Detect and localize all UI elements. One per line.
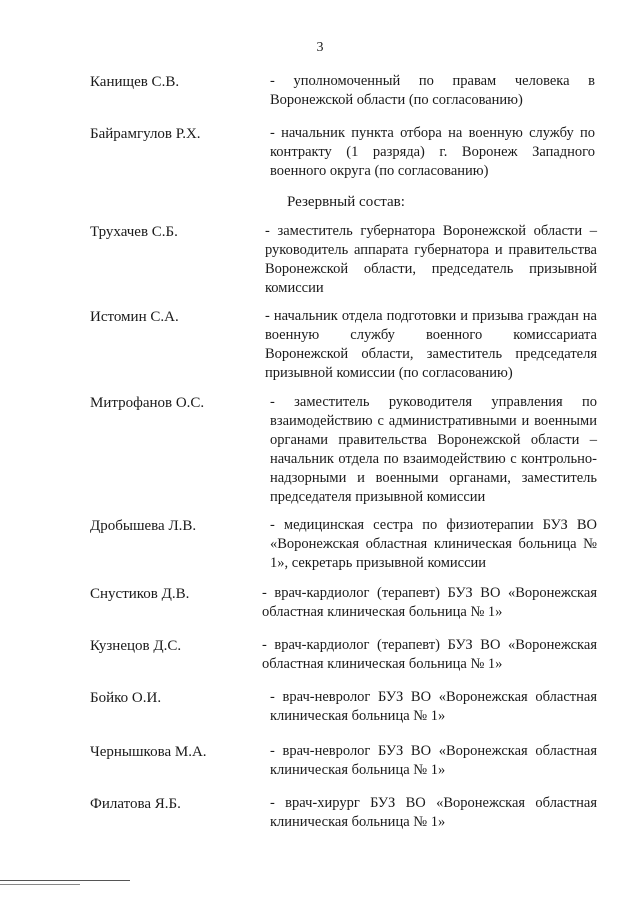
member-name: Чернышкова М.А. bbox=[90, 744, 207, 760]
member-description: - врач-кардиолог (терапевт) БУЗ ВО «Воронежская областная клиническая больница № 1» bbox=[262, 585, 597, 620]
member-description: - медицинская сестра по физиотерапии БУЗ ВО «Воронежская областная клиническая больница № 1», секретарь призывной комиссии bbox=[270, 517, 597, 571]
footer-divider bbox=[0, 884, 80, 885]
section-title: Резервный состав: bbox=[287, 194, 405, 210]
member-name: Снустиков Д.В. bbox=[90, 586, 190, 602]
member-name: Митрофанов О.С. bbox=[90, 395, 205, 411]
member-name: Трухачев С.Б. bbox=[90, 224, 178, 240]
member-name: Истомин С.А. bbox=[90, 309, 179, 325]
member-description: - начальник пункта отбора на военную службу по контракту (1 разряда) г. Воронеж Западного военного округа (по согласованию) bbox=[270, 125, 595, 179]
member-name: Байрамгулов Р.Х. bbox=[90, 126, 201, 142]
member-description: - начальник отдела подготовки и призыва граждан на военную службу военного комиссариата Воронежской области, заместитель председателя призывной комиссии (по согласованию) bbox=[265, 308, 597, 381]
member-name: Дробышева Л.В. bbox=[90, 518, 197, 534]
member-description: - заместитель губернатора Воронежской области – руководитель аппарата губернатора и правительства Воронежской области, председатель призывной комиссии bbox=[265, 223, 597, 296]
member-description: - заместитель руководителя управления по взаимодействию с административными и военными органами правительства Воронежской области – начальник отдела по взаимодействию с контрольно-надзорными и военными органами, заместитель председателя призывной комиссии bbox=[270, 394, 597, 505]
member-name: Кузнецов Д.С. bbox=[90, 638, 182, 654]
page-number: 3 bbox=[316, 40, 324, 55]
member-name: Филатова Я.Б. bbox=[90, 796, 181, 812]
member-description: - уполномоченный по правам человека в Воронежской области (по согласованию) bbox=[270, 73, 595, 108]
member-description: - врач-невролог БУЗ ВО «Воронежская областная клиническая больница № 1» bbox=[270, 743, 597, 778]
member-description: - врач-кардиолог (терапевт) БУЗ ВО «Воронежская областная клиническая больница № 1» bbox=[262, 637, 597, 672]
member-name: Бойко О.И. bbox=[90, 690, 162, 706]
member-description: - врач-невролог БУЗ ВО «Воронежская областная клиническая больница № 1» bbox=[270, 689, 597, 724]
member-name: Канищев С.В. bbox=[90, 74, 180, 90]
member-description: - врач-хирург БУЗ ВО «Воронежская областная клиническая больница № 1» bbox=[270, 795, 597, 830]
footer-divider bbox=[0, 880, 130, 881]
